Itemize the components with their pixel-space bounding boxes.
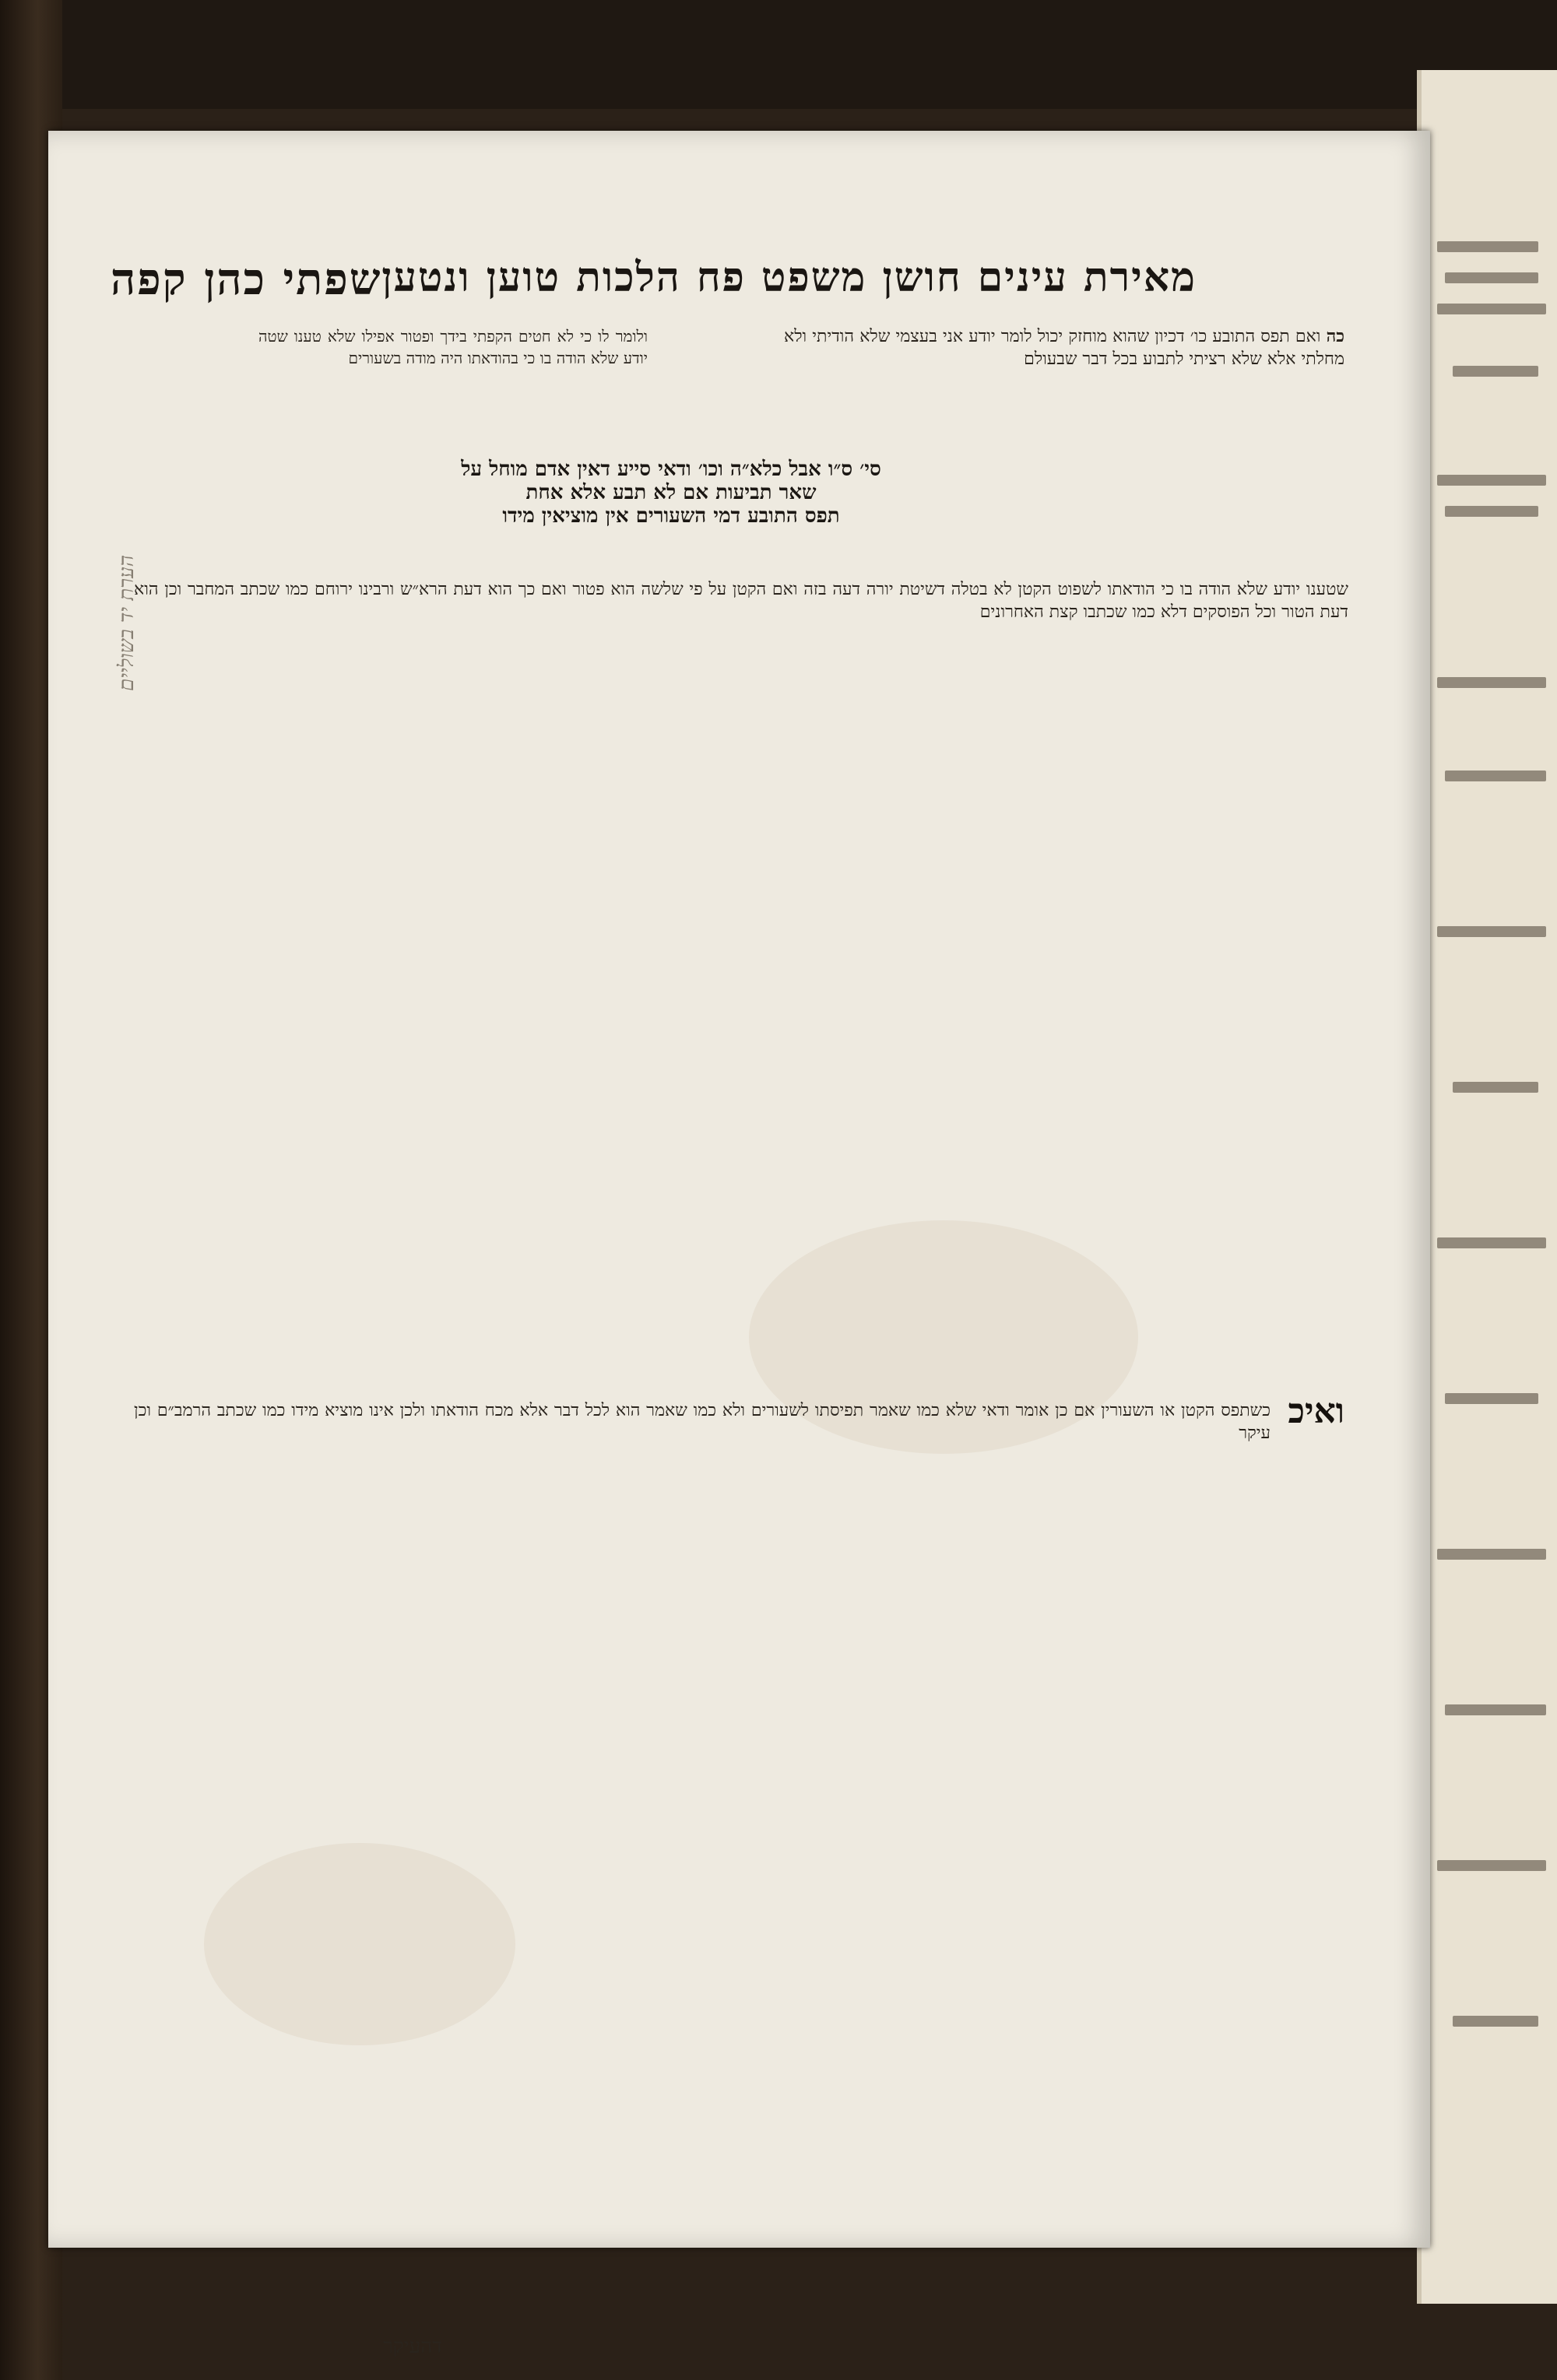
catchword: דהעיקר [383,2335,442,2358]
second-commentary-paragraph: כשתפס הקטן או השעורין אם כן אומר ודאי שלא כמו שאמר תפיסתו לשעורים ולא כמו שאמר הוא לכל דבר אלא מכח הודאתו ולכן אינו מוציא מידו כמו שכתב הרמב״ם וכן עיקר [134,1401,1271,1443]
opening-lead: כה [1326,326,1344,346]
running-title: מאירת עינים חושן משפט פח הלכות טוען ונטען [381,254,1197,301]
section-marker: ואיכ [1288,1392,1344,1431]
page-number-title: שפתי כהן קפה [111,254,382,305]
book-page [48,131,1430,2358]
halacha-text: סי׳ ס״ו אבל כלא״ה וכו׳ ודאי סייע דאין אדם מוחל על שאר תביעות אם לא תבע אלא אחת [461,458,881,504]
background-top [0,0,1557,109]
facing-page [1417,70,1557,2304]
opening-text: ואם תפס התובע כו׳ דכיון שהוא מוחזק יכול לומר יודע אני בעצמי שלא הודיתי ולא מחלתי אלא שלא רציתי לתבוע בכל דבר שבעולם [784,327,1344,369]
halacha-heading: תפס התובע דמי השעורים אין מוציאין מידו [502,504,840,528]
main-commentary-paragraph: שטענו יודע שלא הודה בו כי הודאתו לשפוט הקטן לא בטלה דשיטת יורה דעה בזה ואם הקטן על פי שלשה הוא פטור ואם כך הוא דעת הרא״ש ורבינו ירוחם כמו שכתב המחבר וכן הוא דעת הטור וכל הפוסקים דלא כמו שכתבו קצת האחרונים [134,580,1348,622]
side-commentary-column: ולומר לו כי לא חטים הקפתי בידך ופטור אפילו שלא טענו שטה יודע שלא הודה בו כי בהודאתו היה מודה בשעורים [258,327,648,367]
margin-handwritten-note: הערת יד בשוליים [115,555,139,691]
page-header [48,247,1430,310]
